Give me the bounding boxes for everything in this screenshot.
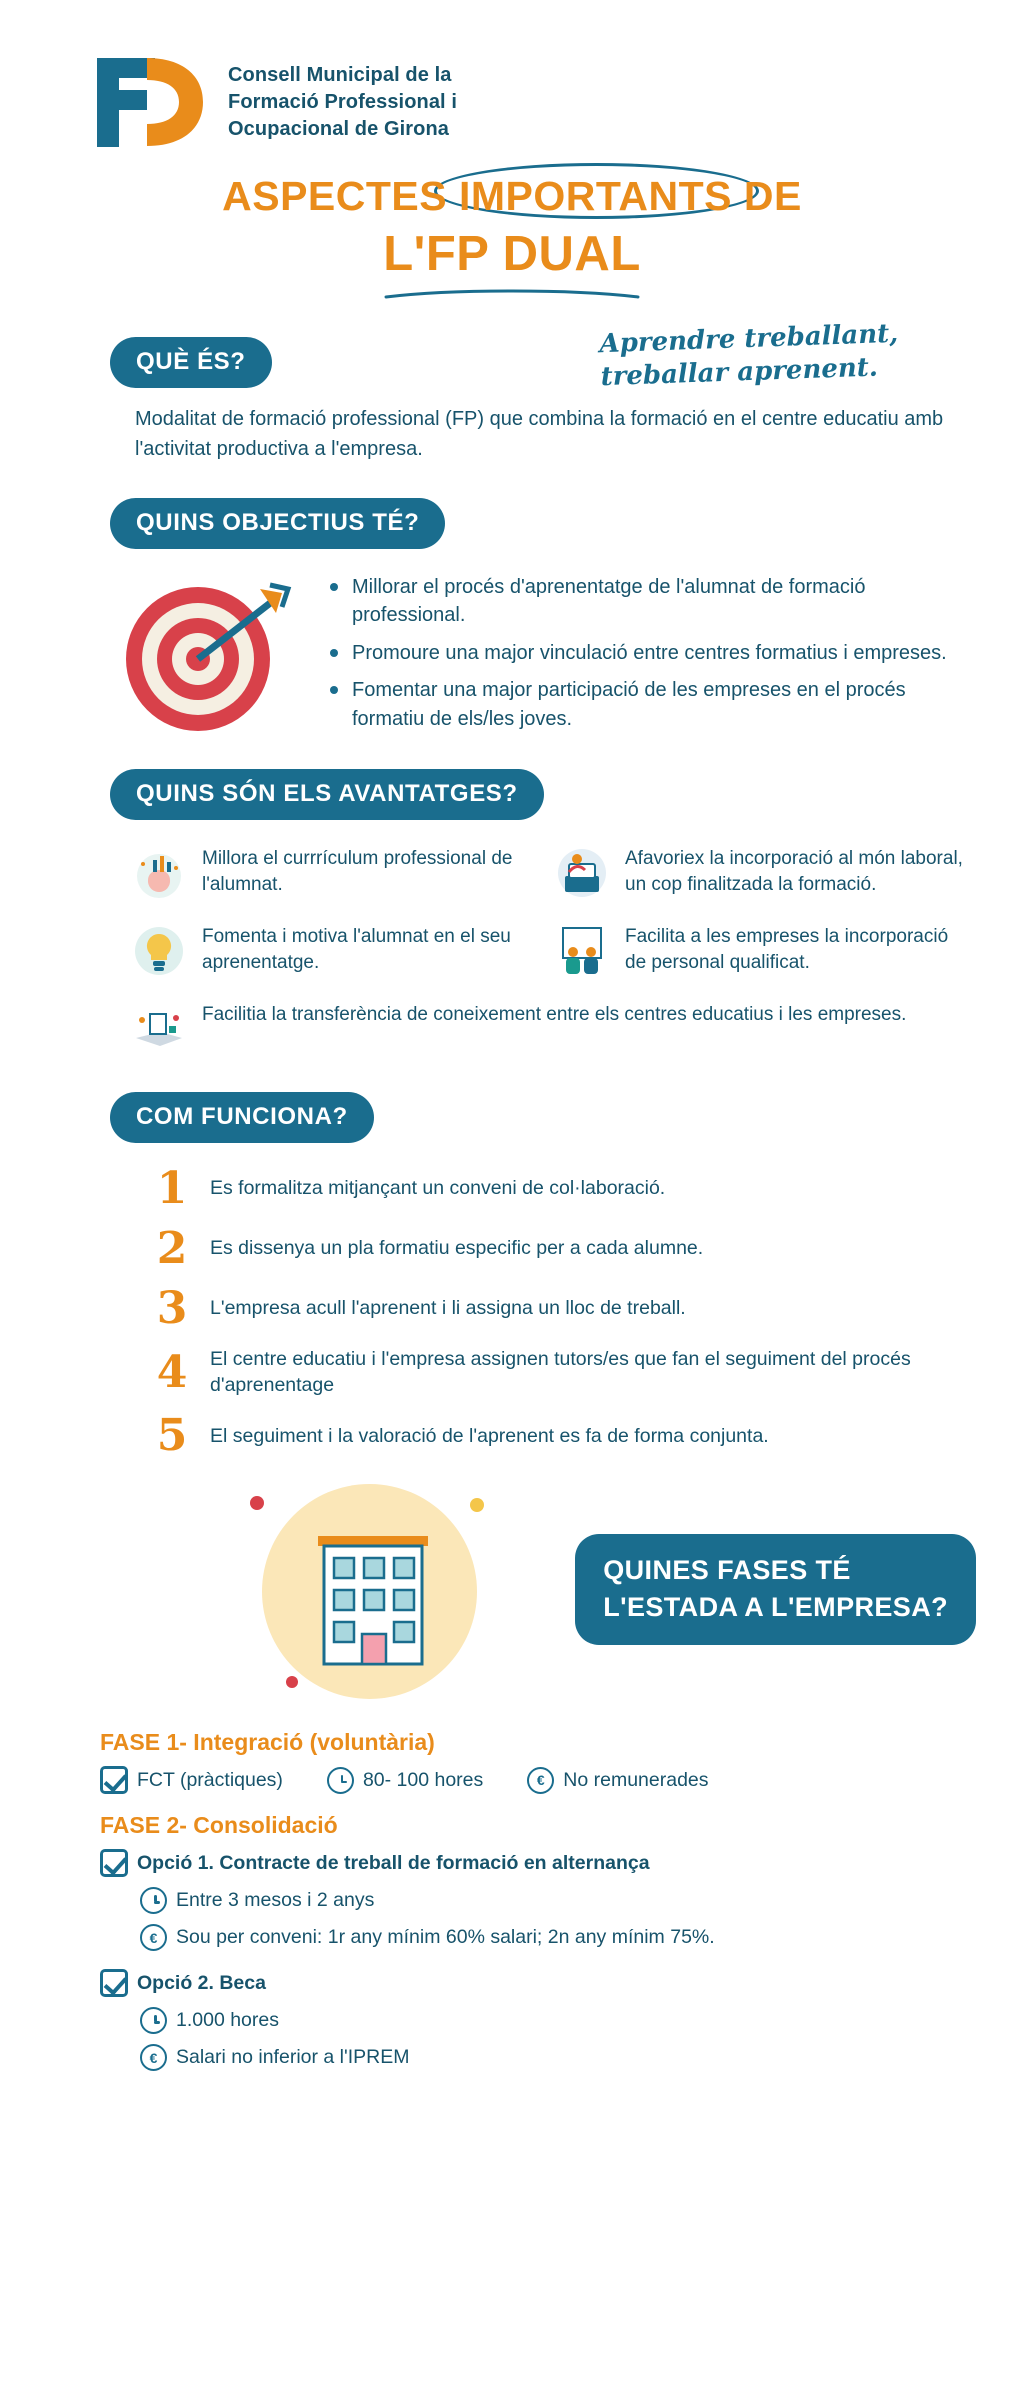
option-label: Opció 2. Beca xyxy=(137,1971,266,1994)
title-word-importants: IMPORTANTS xyxy=(459,173,733,219)
fase-item xyxy=(140,2007,279,2034)
detail-label: 1.000 hores xyxy=(176,2009,279,2032)
advantage-text: Facilita a les empreses la incorporació de personal qualificat. xyxy=(625,926,949,974)
clock-icon xyxy=(327,1767,354,1794)
euro-icon: € xyxy=(140,1924,167,1951)
step-item xyxy=(150,1163,964,1214)
step-item xyxy=(150,1283,964,1334)
advantage-text: Facilitia la transferència de coneixement entre els centres educatius i les empreses. xyxy=(202,1004,907,1025)
heading-com-funciona: COM FUNCIONA? xyxy=(110,1092,374,1143)
fase-2-option-1 xyxy=(100,1849,1024,1877)
fase-2-option-2 xyxy=(100,1969,1024,1997)
title-word-aspectes: ASPECTES xyxy=(222,173,459,219)
advantage-text: Millora el currrículum professional de l'alumnat. xyxy=(202,848,513,896)
decorative-dot xyxy=(470,1498,484,1512)
avantatges-grid xyxy=(110,842,964,1060)
fase-item-label: FCT (pràctiques) xyxy=(137,1768,283,1791)
fase-2-option-1-detail xyxy=(140,1924,1024,1951)
fase-item xyxy=(527,1767,708,1794)
step-number: 1 xyxy=(156,1163,188,1214)
step-item xyxy=(150,1410,964,1462)
fase-2-option-2-detail xyxy=(140,2007,1024,2034)
title-line-1 xyxy=(222,173,802,220)
fases-heading-line-2: L'ESTADA A L'EMPRESA? xyxy=(603,1591,948,1622)
steps-list xyxy=(110,1163,964,1462)
euro-icon: € xyxy=(140,2044,167,2071)
tagline-line-1: Aprendre treballant, xyxy=(599,318,899,360)
advantage-text: Fomenta i motiva l'alumnat en el seu aprenentatge. xyxy=(202,926,511,974)
section-avantatges xyxy=(0,769,1024,1060)
org-line-3: Ocupacional de Girona xyxy=(228,118,450,140)
step-text: Es formalitza mitjançant un conveni de col·laboració. xyxy=(210,1177,666,1200)
fase-item xyxy=(140,1924,715,1951)
list-item: Millorar el procés d'aprenentatge de l'alumnat de formació professional. xyxy=(328,573,964,630)
brain-growth-icon xyxy=(128,842,190,904)
step-text: Es dissenya un pla formatiu especific per a cada alumne. xyxy=(210,1237,704,1260)
target-dartboard-icon xyxy=(110,567,310,747)
objectius-list xyxy=(328,573,964,742)
header xyxy=(0,0,1024,155)
advantage-item xyxy=(551,920,964,982)
checkbox-icon[interactable] xyxy=(100,1766,128,1794)
fase-2-option-2-detail xyxy=(140,2044,1024,2071)
section-com-funciona xyxy=(0,1092,1024,1462)
tagline xyxy=(599,318,900,393)
section-objectius xyxy=(0,498,1024,747)
org-line-2: Formació Professional i xyxy=(228,91,458,113)
que-es-text: Modalitat de formació professional (FP) que combina la formació en el centre educatiu amb l'activitat productiva a l'empresa. xyxy=(135,408,944,460)
checkbox-icon[interactable] xyxy=(100,1849,128,1877)
book-ideas-icon xyxy=(128,998,190,1060)
step-text: El seguiment i la valoració de l'aprenent es fa de forma conjunta. xyxy=(210,1424,769,1447)
detail-label: Salari no inferior a l'IPREM xyxy=(176,2046,410,2069)
advantage-item xyxy=(551,842,964,904)
organization-name xyxy=(228,62,457,143)
fase-item xyxy=(100,1969,266,1997)
two-people-board-icon xyxy=(551,920,613,982)
fase-item-label: 80- 100 hores xyxy=(362,1768,484,1791)
clock-icon xyxy=(140,2007,167,2034)
decorative-dot xyxy=(250,1496,264,1510)
decorative-dot xyxy=(286,1676,298,1688)
office-building-icon xyxy=(300,1506,450,1686)
lightbulb-icon xyxy=(128,920,190,982)
laptop-person-icon xyxy=(551,842,613,904)
fases-hero xyxy=(0,1476,1024,1711)
advantage-item xyxy=(128,998,964,1060)
fase-1-title: FASE 1- Integració (voluntària) xyxy=(100,1729,435,1756)
list-item: Fomentar una major participació de les empreses en el procés formatiu de els/les joves. xyxy=(328,676,964,733)
fase-2-option-1-detail xyxy=(140,1887,1024,1914)
advantage-item xyxy=(128,842,541,904)
checkbox-icon[interactable] xyxy=(100,1969,128,1997)
advantage-text: Afavoriex la incorporació al món laboral, un cop finalitzada la formació. xyxy=(625,848,963,896)
step-number: 3 xyxy=(156,1283,188,1334)
option-label: Opció 1. Contracte de treball de formació en alternança xyxy=(137,1851,650,1874)
heading-fases xyxy=(575,1534,976,1645)
heading-avantatges: QUINS SÓN ELS AVANTATGES? xyxy=(110,769,544,820)
clock-icon xyxy=(140,1887,167,1914)
fases-heading-line-1: QUINES FASES TÉ xyxy=(603,1555,851,1586)
fase-item xyxy=(140,1887,374,1914)
fase-item xyxy=(100,1766,283,1794)
fase-item-label: No remunerades xyxy=(563,1768,709,1791)
org-line-1: Consell Municipal de la xyxy=(228,64,452,86)
advantage-item xyxy=(128,920,541,982)
title-line-2: L'FP DUAL xyxy=(383,227,641,281)
step-item xyxy=(150,1347,964,1398)
fase-item xyxy=(327,1767,483,1794)
step-number: 2 xyxy=(156,1223,188,1274)
fase-item xyxy=(140,2044,409,2071)
tagline-line-2: treballar aprenent. xyxy=(600,352,879,392)
fase-2-title: FASE 2- Consolidació xyxy=(100,1812,338,1839)
fp-logo-icon xyxy=(85,50,210,155)
fase-item xyxy=(100,1849,650,1877)
heading-objectius: QUINS OBJECTIUS TÉ? xyxy=(110,498,445,549)
heading-que-es: QUÈ ÉS? xyxy=(110,337,272,388)
step-number: 4 xyxy=(156,1346,188,1398)
step-text: El centre educatiu i l'empresa assignen tutors/es que fan el seguiment del procés d'aprenentage xyxy=(210,1348,911,1396)
title-word-de: DE xyxy=(732,173,802,219)
euro-icon: € xyxy=(527,1767,554,1794)
step-text: L'empresa acull l'aprenent i li assigna un lloc de treball. xyxy=(210,1297,686,1320)
fase-1-items xyxy=(100,1766,1024,1794)
detail-label: Sou per conveni: 1r any mínim 60% salari; 2n any mínim 75%. xyxy=(176,1926,715,1949)
step-item xyxy=(150,1223,964,1274)
underline-swoosh-icon xyxy=(382,288,642,304)
step-number: 5 xyxy=(156,1410,188,1462)
list-item: Promoure una major vinculació entre centres formatius i empreses. xyxy=(328,639,964,667)
detail-label: Entre 3 mesos i 2 anys xyxy=(176,1889,375,1912)
